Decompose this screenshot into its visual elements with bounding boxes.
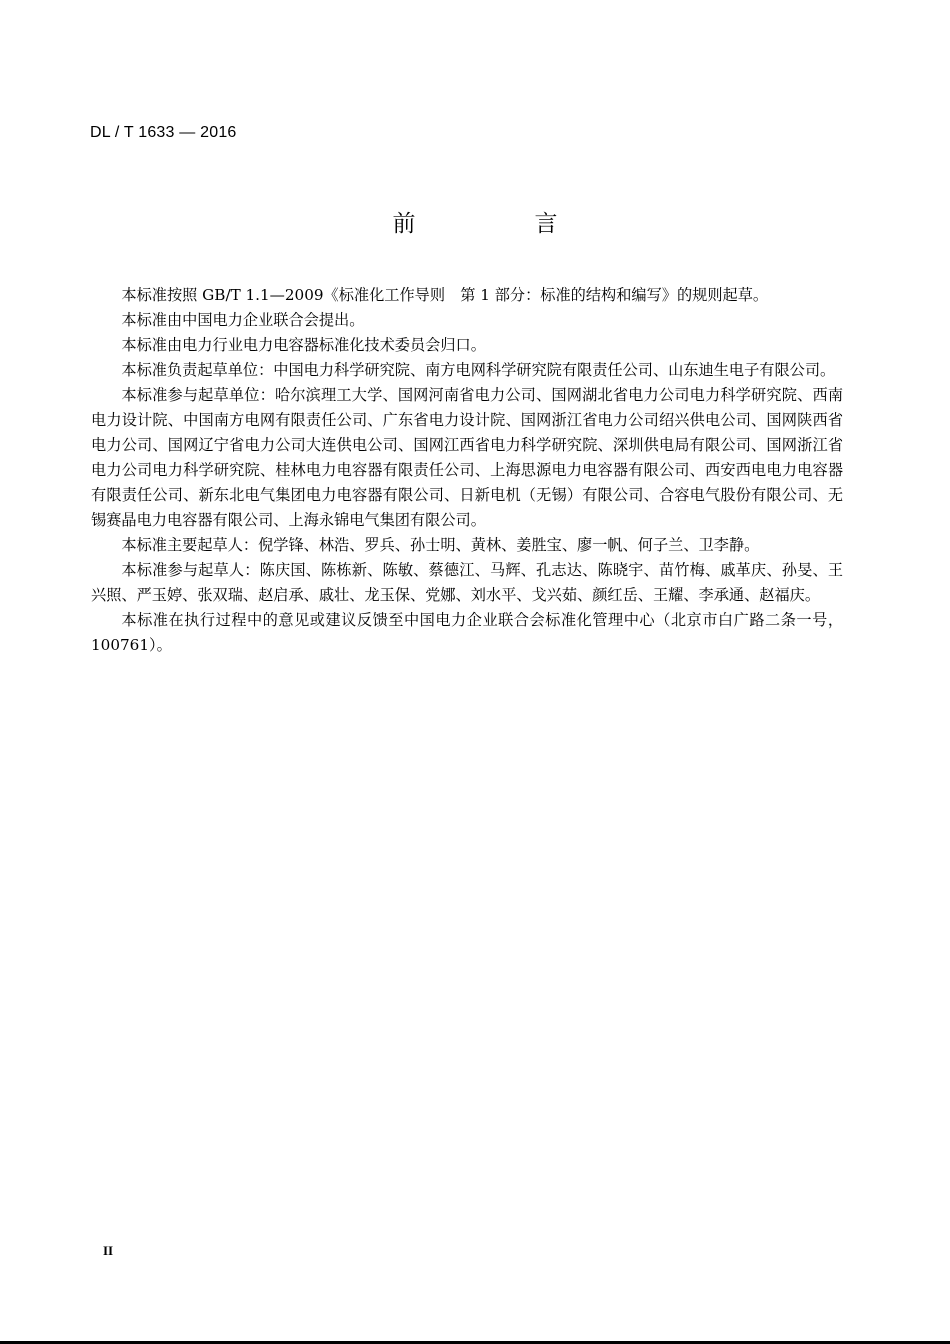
paragraph-drafting-rules: 本标准按照 GB/T 1.1—2009《标准化工作导则 第 1 部分：标准的结构和编写》的规则起草。 <box>121 286 769 304</box>
paragraph-lead-drafting-units: 本标准负责起草单位：中国电力科学研究院、南方电网科学研究院有限责任公司、山东迪生电子有限公司。 <box>121 361 836 379</box>
paragraph-feedback: 本标准在执行过程中的意见或建议反馈至中国电力企业联合会标准化管理中心（北京市白广路二条一号，100761）。 <box>91 611 843 654</box>
paragraph-participating-units: 本标准参与起草单位：哈尔滨理工大学、国网河南省电力公司、国网湖北省电力公司电力科学研究院、西南电力设计院、中国南方电网有限责任公司、广东省电力设计院、国网浙江省电力公司绍兴供电公司、国网陕西省电力公司、国网辽宁省电力公司大连供电公司、国网江西省电力科学研究院、深圳供电局有限公司、国网浙江省电力公司电力科学研究院、桂林电力电容器有限责任公司、上海思源电力电容器有限公司、西安西电电力电容器有限责任公司、新东北电气集团电力电容器有限公司、日新电机（无锡）有限公司、合容电气股份有限公司、无锡赛晶电力电容器有限公司、上海永锦电气集团有限公司。 <box>91 386 843 529</box>
page-title: 前 言 <box>392 211 606 237</box>
standard-code: DL / T 1633 — 2016 <box>90 124 237 141</box>
paragraph-main-drafters: 本标准主要起草人：倪学锋、林浩、罗兵、孙士明、黄林、姜胜宝、廖一帆、何子兰、卫李静。 <box>121 536 760 554</box>
page-number: II <box>103 1243 114 1258</box>
paragraph-proposer: 本标准由中国电力企业联合会提出。 <box>121 311 365 329</box>
foreword-body <box>91 283 843 658</box>
paragraph-participating-drafters: 本标准参与起草人：陈庆国、陈栋新、陈敏、蔡德江、马辉、孔志达、陈晓宇、苗竹梅、戚革庆、孙旻、王兴照、严玉婷、张双瑞、赵启承、戚壮、龙玉保、党娜、刘水平、戈兴茹、颜红岳、王耀、李承通、赵福庆。 <box>91 561 843 604</box>
paragraph-administrator: 本标准由电力行业电力电容器标准化技术委员会归口。 <box>121 336 486 354</box>
